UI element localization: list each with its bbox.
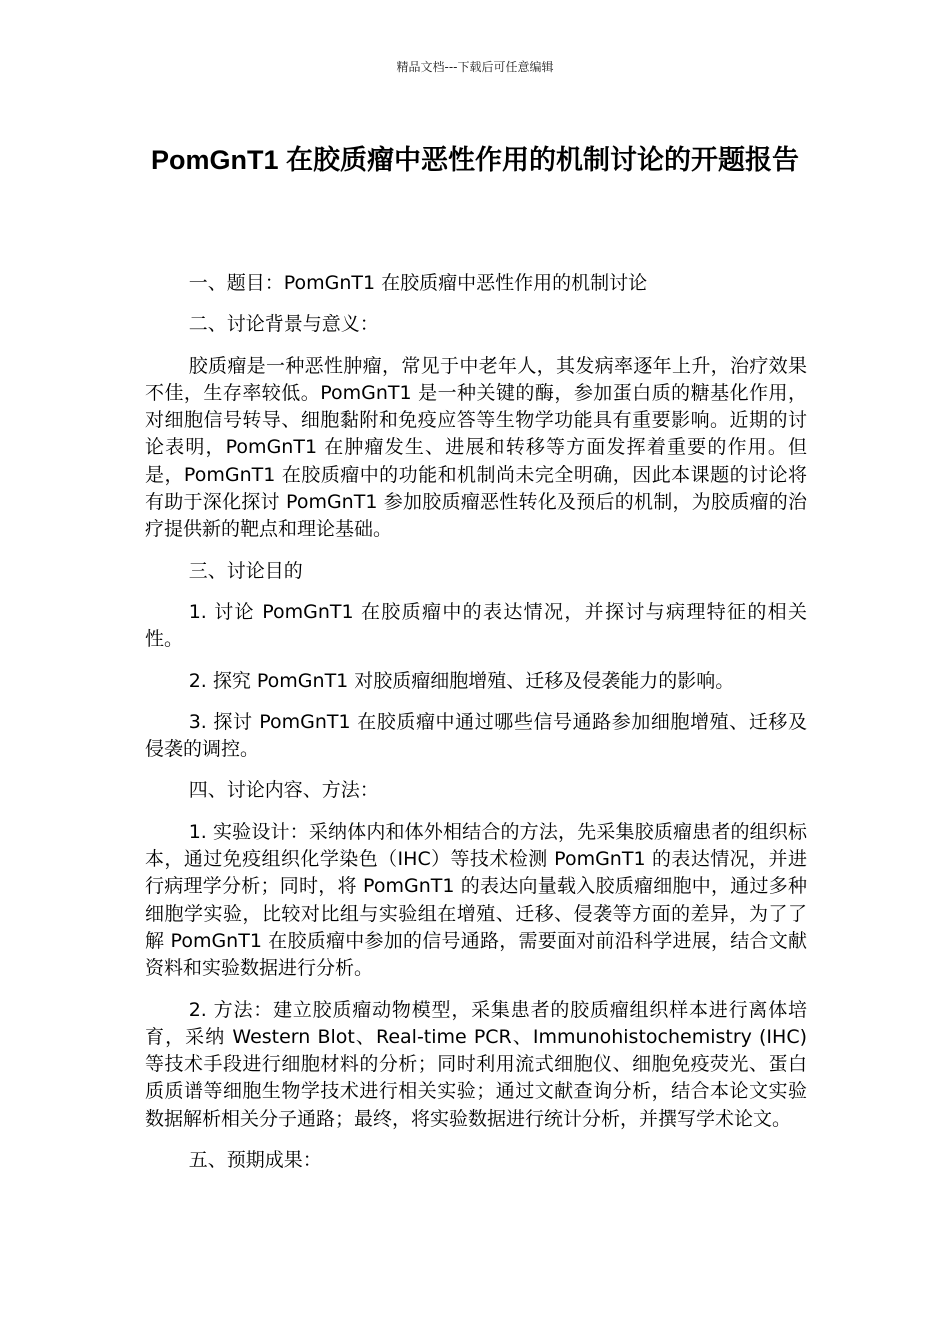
header-note: 精品文档---下载后可任意编辑: [396, 60, 554, 74]
objective-item-2: 2. 探究 PomGnT1 对胶质瘤细胞增殖、迁移及侵袭能力的影响。: [188, 669, 735, 692]
section-heading-topic: 一、题目：PomGnT1 在胶质瘤中恶性作用的机制讨论: [188, 272, 648, 294]
document-title: PomGnT1 在胶质瘤中恶性作用的机制讨论的开题报告: [150, 145, 799, 175]
background-paragraph: 胶质瘤是一种恶性肿瘤，常见于中老年人，其发病率逐年上升，治疗效果不佳，生存率较低。PomGnT1 是一种关键的酶，参加蛋白质的糖基化作用，对细胞信号转导、细胞黏附和免疫应答等生物学功能具有重要影响。近期的讨论表明，PomGnT1 在肿瘤发生、进展和转移等方面发挥着重要的作用。但是，PomGnT1 在胶质瘤中的功能和机制尚未完全明确，因此本课题的讨论将有助于深化探讨 PomGnT1 参加胶质瘤恶性转化及预后的机制，为胶质瘤的治疗提供新的靶点和理论基础。: [145, 354, 807, 541]
section-heading-background: 二、讨论背景与意义：: [188, 313, 379, 336]
section-heading-objectives: 三、讨论目的: [188, 559, 303, 582]
section-heading-outcomes: 五、预期成果：: [188, 1149, 322, 1172]
methods-item-2: 2. 方法：建立胶质瘤动物模型，采集患者的胶质瘤组织样本进行离体培育，采纳 Western Blot、Real-time PCR、Immunohistochemistry (IHC)等技术手段进行细胞材料的分析；同时利用流式细胞仪、细胞免疫荧光、蛋白质质谱等细胞生物学技术进行相关实验；通过文献查询分析，结合本论文实验数据解析相关分子通路；最终，将实验数据进行统计分析，并撰写学术论文。: [145, 998, 807, 1130]
document-body: [145, 270, 807, 1188]
objective-item-3: 3. 探讨 PomGnT1 在胶质瘤中通过哪些信号通路参加细胞增殖、迁移及侵袭的调控。: [145, 710, 807, 761]
objective-item-1: 1. 讨论 PomGnT1 在胶质瘤中的表达情况，并探讨与病理特征的相关性。: [145, 600, 807, 651]
section-heading-methods: 四、讨论内容、方法：: [188, 779, 379, 802]
methods-item-1: 1. 实验设计：采纳体内和体外相结合的方法，先采集胶质瘤患者的组织标本，通过免疫组织化学染色（IHC）等技术检测 PomGnT1 的表达情况，并进行病理学分析；同时，将 PomGnT1 的表达向量载入胶质瘤细胞中，通过多种细胞学实验，比较对比组与实验组在增殖、迁移、侵袭等方面的差异，为了了解 PomGnT1 在胶质瘤中参加的信号通路，需要面对前沿科学进展，结合文献资料和实验数据进行分析。: [145, 820, 807, 980]
